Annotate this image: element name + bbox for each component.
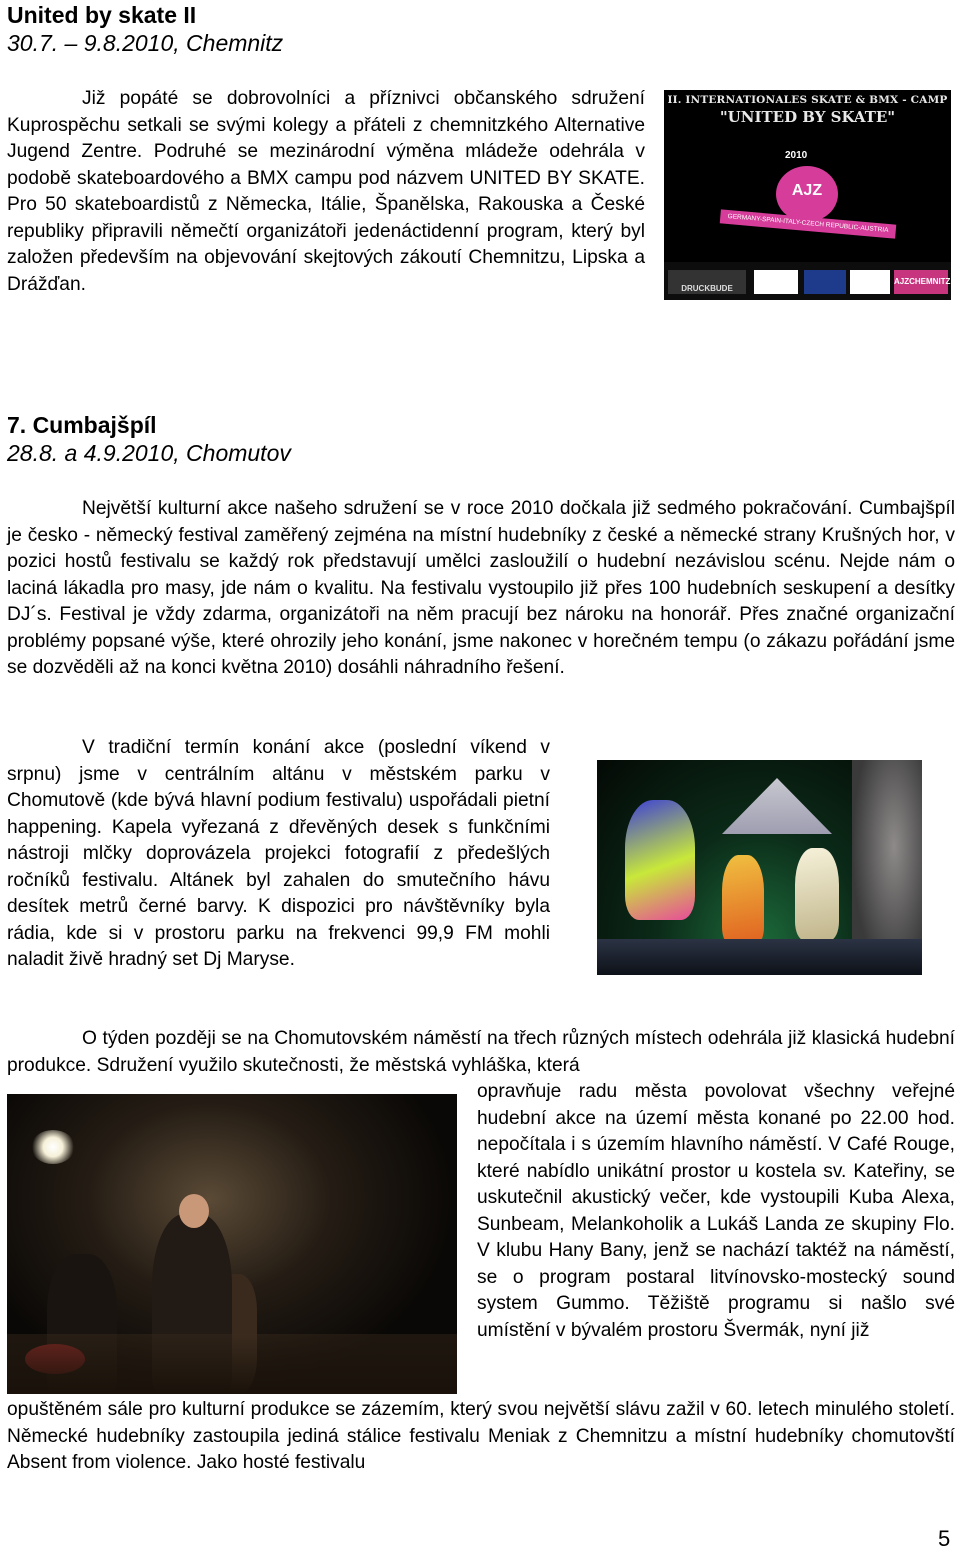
paragraph-namesti-part1: O týden později se na Chomutovském náměstí na třech různých místech odehrála již klasická hudební produkce. Sdružení využilo skutečnosti, že městská vyhláška, která bbox=[7, 1028, 955, 1076]
youth-in-action-logo bbox=[850, 270, 890, 294]
section-title-united-by-skate: United by skate II bbox=[7, 2, 197, 28]
united-by-skate-poster bbox=[664, 90, 951, 300]
chemnitz-logo bbox=[754, 270, 798, 294]
druckbude-logo: DRUCKBUDE bbox=[668, 270, 746, 294]
poster-ajz-logo: AJZ bbox=[776, 166, 838, 222]
concert-band-photo bbox=[7, 1094, 457, 1394]
paragraph-namesti-part3: opuštěném sále pro kulturní produkce se zázemím, který svou největší slávu zažil v 60. letech minulého století. Německé hudebníky zastoupila jediná stálice festivalu Meniak z Chemnitzu a místní hudebníky chomutovští Absent from violence. Jako hosté festivalu bbox=[7, 1399, 955, 1473]
section-date-chemnitz: 30.7. – 9.8.2010, Chemnitz bbox=[7, 30, 284, 56]
poster-sponsor-strip bbox=[664, 262, 951, 300]
paragraph-namesti-part2: opravňuje radu města povolovat všechny veřejné hudební akce na území města konané po 22.00 hod. nepočítala i s územím hlavního náměstí. V Café Rouge, které nabídlo unikátní prostor u kostela sv. Kateřiny, se uskutečnil akustický večer, kde vystoupili Kuba Alexa, Sunbeam, Melankoholik a Lukáš Landa ze skupiny Flo. V klubu Hany Bany, jenž se nachází taktéž na náměstí, se o program postaral litvínovsko-mostecký sound system Gummo. Těžiště programu si našlo své umístění v bývalém prostoru Švermák, nyní již bbox=[477, 1081, 955, 1341]
poster-countries-band: GERMANY-SPAIN-ITALY-CZECH REPUBLIC-AUSTRIA bbox=[720, 209, 897, 238]
cumbajspil-gazebo-photo bbox=[597, 760, 922, 975]
paragraph-cumbajspil-intro: Největší kulturní akce našeho sdružení se v roce 2010 dočkala již sedmého pokračování. Cumbajšpíl je česko - německý festival zaměřený zejména na místní hudebníky z české a německé strany Krušných hor, v pozici hostů festivalu se každý rok představují umělci zasloužilí o hudební nezávislou scénu. Nejde nám o laciná lákadla pro masy, jde nám o kvalitu. Na festivalu vystoupilo již přes 100 hudebních seskupení a desítky DJ´s. Festival je vždy zdarma, organizátoři na něm pracují bez nároku na honorář. Přes značné organizační problémy popsané výše, které ohrozily jeho konání, jsme nakonec v horečném tempu (o zákazu pořádání jsme se dozvěděli až na konci května 2010) dosáhli náhradního řešení. bbox=[7, 498, 955, 678]
eu-flag-icon bbox=[804, 270, 846, 294]
paragraph-united-by-skate: Již popáté se dobrovolníci a příznivci občanského sdružení Kuprospěchu setkali se svými kolegy a přáteli z chemnitzkého Alternative Jugend Zentre. Podruhé se mezinárodní výměna mládeže odehrála v podobě skateboardového a BMX campu pod názvem UNITED BY SKATE. Pro 50 skateboardistů z Německa, Itálie, Španělska, Rakouska a České republiky připravili němečtí organizátoři jedenáctidenní program, který byl založen především na objevování skejtových zákoutí Chemnitzu, Lipska a Drážďan. bbox=[7, 88, 645, 295]
poster-year: 2010 bbox=[785, 150, 808, 161]
ajz-chemnitz-logo: AJZCHEMNITZ bbox=[894, 270, 948, 294]
section-title-cumbajspil: 7. Cumbajšpíl bbox=[7, 412, 157, 438]
paragraph-pietni-happening: V tradiční termín konání akce (poslední víkend v srpnu) jsme v centrálním altánu v městském parku v Chomutově (kde bývá hlavní podium festivalu) uspořádali pietní happening. Kapela vyřezaná z dřevěných desek s funkčními nástroji mlčky doprovázela projekci fotografií z předešlých ročníků festivalu. Altánek byl zahalen do smutečního hávu desítek metrů černé barvy. K dispozici pro návštěvníky byla rádia, kde si v prostoru parku na frekvenci 99,9 FM mohli naladit živě hradný set Dj Maryse. bbox=[7, 737, 550, 970]
section-date-chomutov: 28.8. a 4.9.2010, Chomutov bbox=[7, 440, 291, 466]
page-number: 5 bbox=[938, 1526, 951, 1551]
poster-title: "UNITED BY SKATE" bbox=[719, 108, 896, 126]
poster-header: II. INTERNATIONALES SKATE & BMX - CAMP bbox=[667, 94, 948, 106]
